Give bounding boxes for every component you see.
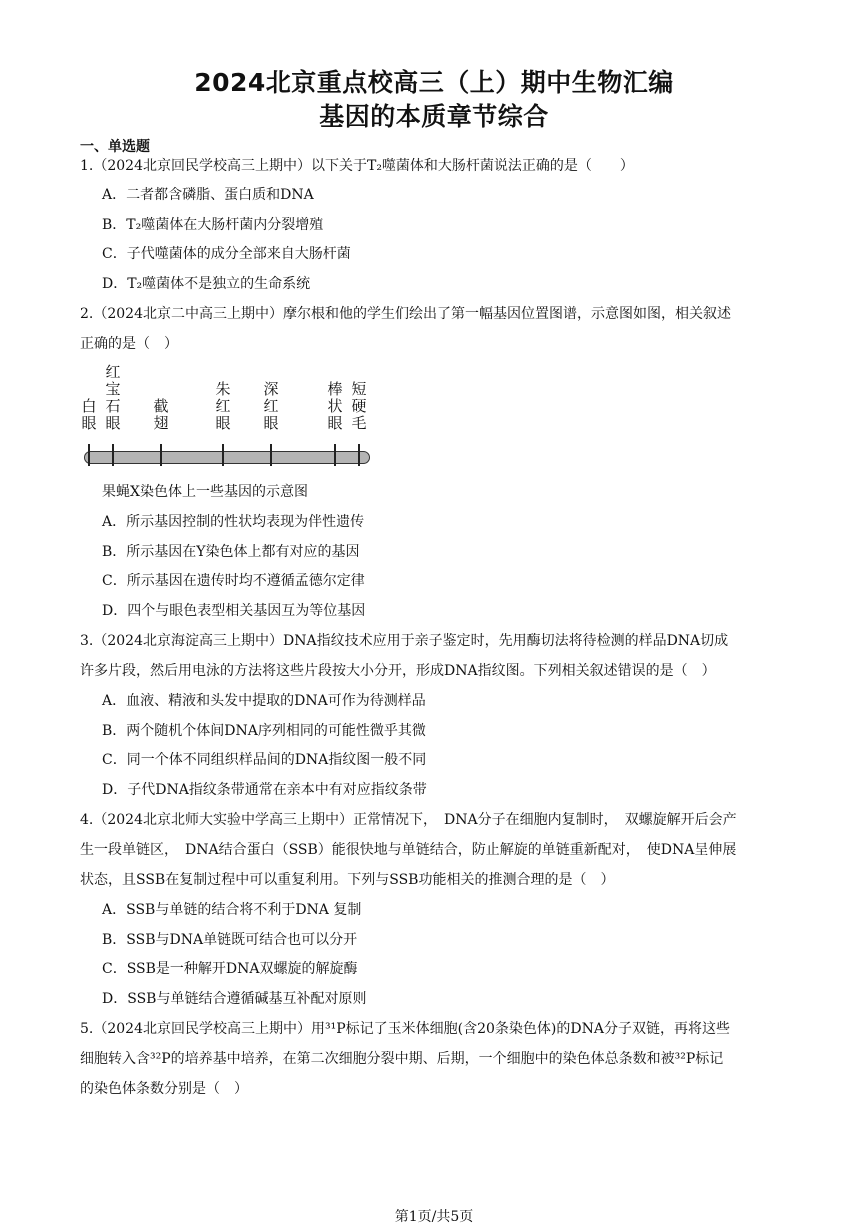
- question-3-stem: 许多片段，然后用电泳的方法将这些片段按大小分开，形成DNA指纹图。下列相关叙述错误的是（ ）: [80, 663, 716, 679]
- question-4-stem: 生一段单链区， DNA结合蛋白（SSB）能很快地与单链结合，防止解旋的单链重新配对， 使DNA呈伸展: [80, 842, 737, 858]
- question-2-option-d: D．四个与眼色表型相关基因互为等位基因: [102, 603, 366, 619]
- gene-tick: [270, 444, 272, 466]
- gene-label: 棒 状 眼: [327, 380, 343, 432]
- question-2-option-a: A．所示基因控制的性状均表现为伴性遗传: [102, 514, 365, 530]
- gene-tick: [222, 444, 224, 466]
- gene-tick: [112, 444, 114, 466]
- question-4-option-d: D．SSB与单链结合遵循碱基互补配对原则: [102, 991, 367, 1007]
- gene-tick: [334, 444, 336, 466]
- question-4-stem: 状态，且SSB在复制过程中可以重复利用。下列与SSB功能相关的推测合理的是（ ）: [80, 872, 615, 888]
- gene-label: 深 红 眼: [263, 380, 279, 432]
- gene-label: 红 宝 石 眼: [105, 363, 121, 432]
- question-1-stem: 1.（2024北京回民学校高三上期中）以下关于T₂噬菌体和大肠杆菌说法正确的是（ ）: [80, 158, 634, 174]
- question-3-stem: 3.（2024北京海淀高三上期中）DNA指纹技术应用于亲子鉴定时，先用酶切法将待检测的样品DNA切成: [80, 633, 729, 649]
- question-4-option-b: B．SSB与DNA单链既可结合也可以分开: [102, 932, 358, 948]
- gene-label: 白 眼: [81, 397, 97, 432]
- question-2-stem: 正确的是（ ）: [80, 336, 178, 352]
- question-4-option-a: A．SSB与单链的结合将不利于DNA 复制: [102, 902, 362, 918]
- question-5-stem: 细胞转入含³²P的培养基中培养，在第二次细胞分裂中期、后期，一个细胞中的染色体总条数和被³²P标记: [80, 1051, 724, 1067]
- gene-tick: [160, 444, 162, 466]
- page-subtitle: 基因的本质章节综合: [319, 102, 549, 131]
- question-3-option-b: B．两个随机个体间DNA序列相同的可能性微乎其微: [102, 723, 426, 739]
- question-1-option-c: C．子代噬菌体的成分全部来自大肠杆菌: [102, 246, 351, 262]
- gene-tick: [358, 444, 360, 466]
- x-chromosome-bar: [84, 451, 370, 464]
- question-1-option-a: A．二者都含磷脂、蛋白质和DNA: [102, 187, 314, 203]
- gene-label: 截 翅: [153, 397, 169, 432]
- question-3-option-d: D．子代DNA指纹条带通常在亲本中有对应指纹条带: [102, 782, 427, 798]
- question-4-option-c: C．SSB是一种解开DNA双螺旋的解旋酶: [102, 961, 358, 977]
- question-2-option-b: B．所示基因在Y染色体上都有对应的基因: [102, 544, 360, 560]
- figure-caption: 果蝇X染色体上一些基因的示意图: [102, 484, 308, 500]
- question-3-option-a: A．血液、精液和头发中提取的DNA可作为待测样品: [102, 693, 426, 709]
- question-3-option-c: C．同一个体不同组织样品间的DNA指纹图一般不同: [102, 752, 427, 768]
- question-4-stem: 4.（2024北京北师大实验中学高三上期中）正常情况下， DNA分子在细胞内复制时， 双螺旋解开后会产: [80, 812, 737, 828]
- section-heading: 一、单选题: [80, 139, 150, 155]
- question-2-stem: 2.（2024北京二中高三上期中）摩尔根和他的学生们绘出了第一幅基因位置图谱，示意图如图，相关叙述: [80, 306, 731, 322]
- page-title: 2024北京重点校高三（上）期中生物汇编: [194, 68, 674, 97]
- gene-tick: [88, 444, 90, 466]
- question-5-stem: 5.（2024北京回民学校高三上期中）用³¹P标记了玉米体细胞(含20条染色体)的DNA分子双链，再将这些: [80, 1021, 730, 1037]
- question-5-stem: 的染色体条数分别是（ ）: [80, 1081, 248, 1097]
- question-1-option-d: D．T₂噬菌体不是独立的生命系统: [102, 276, 311, 292]
- gene-label: 朱 红 眼: [215, 380, 231, 432]
- page-number: 第1页/共5页: [394, 1209, 474, 1225]
- question-1-option-b: B．T₂噬菌体在大肠杆菌内分裂增殖: [102, 217, 324, 233]
- gene-label: 短 硬 毛: [351, 380, 367, 432]
- question-2-option-c: C．所示基因在遗传时均不遵循孟德尔定律: [102, 573, 365, 589]
